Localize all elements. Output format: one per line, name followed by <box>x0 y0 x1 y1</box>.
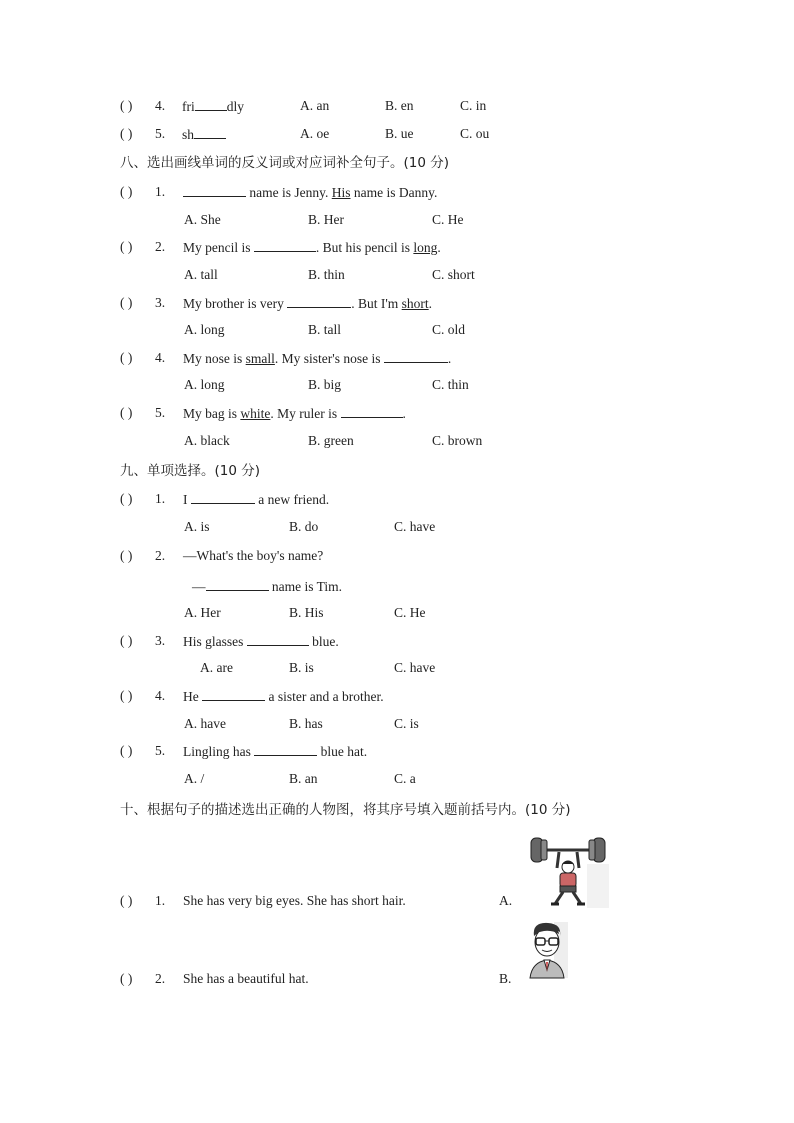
option-b: B. tall <box>308 322 341 337</box>
option-c: C. brown <box>432 433 483 448</box>
question-number: 5. <box>155 126 166 141</box>
option-a: A. long <box>184 322 225 337</box>
option-a: A. long <box>184 377 225 392</box>
picture-label-a: A. <box>499 893 513 908</box>
fill-blank[interactable] <box>341 404 403 418</box>
answer-bracket[interactable]: ( ) <box>120 548 133 563</box>
underlined-word: long <box>413 240 438 255</box>
option-b: B. do <box>289 519 319 534</box>
option-b: B. is <box>289 660 314 675</box>
question-text: My bag is white. My ruler is . <box>183 406 406 421</box>
option-c: C. He <box>432 212 464 227</box>
question-text: His glasses blue. <box>183 634 339 649</box>
option-a: A. is <box>184 519 210 534</box>
question-number: 3. <box>155 633 166 648</box>
answer-bracket[interactable]: ( ) <box>120 239 133 254</box>
option-c: C. a <box>394 771 416 786</box>
option-a: A. oe <box>300 126 330 141</box>
fill-blank[interactable] <box>202 687 265 701</box>
question-text: She has a beautiful hat. <box>183 971 309 986</box>
option-b: B. Her <box>308 212 344 227</box>
fill-blank[interactable] <box>206 577 269 591</box>
question-text: fri dly <box>182 99 245 114</box>
answer-bracket[interactable]: ( ) <box>120 688 133 703</box>
option-a: A. She <box>184 212 221 227</box>
option-b: B. ue <box>385 126 414 141</box>
answer-bracket[interactable]: ( ) <box>120 126 133 141</box>
fill-blank[interactable] <box>254 742 317 756</box>
question-text: sh <box>182 125 226 144</box>
picture-label-b: B. <box>499 971 512 986</box>
weightlifter-figure <box>527 834 609 908</box>
option-b: B. green <box>308 433 354 448</box>
option-a: A. have <box>184 716 226 731</box>
question-text: She has very big eyes. She has short hair. <box>183 893 406 908</box>
fill-blank[interactable] <box>384 349 448 363</box>
option-a: A. / <box>184 771 205 786</box>
option-c: C. ou <box>460 126 490 141</box>
option-a: A. are <box>200 660 233 675</box>
option-c: C. thin <box>432 377 469 392</box>
question-number: 4. <box>155 688 166 703</box>
question-number: 2. <box>155 971 166 986</box>
section-8-title: 八、选出画线单词的反义词或对应词补全句子。(10 分) <box>120 155 450 171</box>
answer-bracket[interactable]: ( ) <box>120 184 133 199</box>
option-c: C. is <box>394 716 419 731</box>
option-c: C. old <box>432 322 466 337</box>
option-a: A. black <box>184 433 230 448</box>
answer-bracket[interactable]: ( ) <box>120 971 133 986</box>
option-b: B. His <box>289 605 324 620</box>
answer-bracket[interactable]: ( ) <box>120 98 133 113</box>
option-c: C. have <box>394 660 436 675</box>
question-number: 2. <box>155 548 166 563</box>
fill-blank[interactable] <box>247 632 309 646</box>
fill-blank[interactable] <box>191 490 255 504</box>
answer-bracket[interactable]: ( ) <box>120 743 133 758</box>
question-text: name is Jenny. His name is Danny. <box>183 183 437 202</box>
answer-bracket[interactable]: ( ) <box>120 405 133 420</box>
option-b: B. en <box>385 98 414 113</box>
underlined-word: short <box>401 296 429 311</box>
answer-bracket[interactable]: ( ) <box>120 295 133 310</box>
fill-blank[interactable] <box>254 238 316 252</box>
option-c: C. short <box>432 267 475 282</box>
question-text: —What's the boy's name? <box>183 548 324 563</box>
question-number: 1. <box>155 184 166 199</box>
underlined-word: His <box>331 185 351 200</box>
option-b: B. thin <box>308 267 345 282</box>
reply-text: — name is Tim. <box>192 579 343 594</box>
option-b: B. has <box>289 716 323 731</box>
option-c: C. in <box>460 98 487 113</box>
question-text: My nose is small. My sister's nose is . <box>183 351 452 366</box>
option-a: A. Her <box>184 605 221 620</box>
question-number: 5. <box>155 743 166 758</box>
question-number: 2. <box>155 239 166 254</box>
question-number: 1. <box>155 893 166 908</box>
option-b: B. big <box>308 377 342 392</box>
answer-bracket[interactable]: ( ) <box>120 350 133 365</box>
option-b: B. an <box>289 771 318 786</box>
fill-blank[interactable] <box>194 125 226 139</box>
question-number: 4. <box>155 98 166 113</box>
question-text: My brother is very . But I'm short. <box>183 296 433 311</box>
answer-bracket[interactable]: ( ) <box>120 633 133 648</box>
option-a: A. tall <box>184 267 218 282</box>
question-number: 3. <box>155 295 166 310</box>
option-a: A. an <box>300 98 330 113</box>
underlined-word: small <box>245 351 275 366</box>
question-number: 1. <box>155 491 166 506</box>
question-text: He a sister and a brother. <box>183 689 384 704</box>
fill-blank[interactable] <box>195 97 227 111</box>
answer-bracket[interactable]: ( ) <box>120 893 133 908</box>
boy-with-glasses-figure <box>524 920 570 980</box>
question-number: 4. <box>155 350 166 365</box>
answer-bracket[interactable]: ( ) <box>120 491 133 506</box>
question-text: I a new friend. <box>183 492 330 507</box>
question-text: My pencil is . But his pencil is long. <box>183 240 441 255</box>
question-number: 5. <box>155 405 166 420</box>
fill-blank[interactable] <box>287 294 351 308</box>
option-c: C. He <box>394 605 426 620</box>
section-10-title: 十、根据句子的描述选出正确的人物图，将其序号填入题前括号内。(10 分) <box>120 802 571 818</box>
fill-blank[interactable] <box>183 183 246 197</box>
question-text: Lingling has blue hat. <box>183 744 368 759</box>
underlined-word: white <box>240 406 271 421</box>
option-c: C. have <box>394 519 436 534</box>
section-9-title: 九、单项选择。(10 分) <box>120 463 261 479</box>
